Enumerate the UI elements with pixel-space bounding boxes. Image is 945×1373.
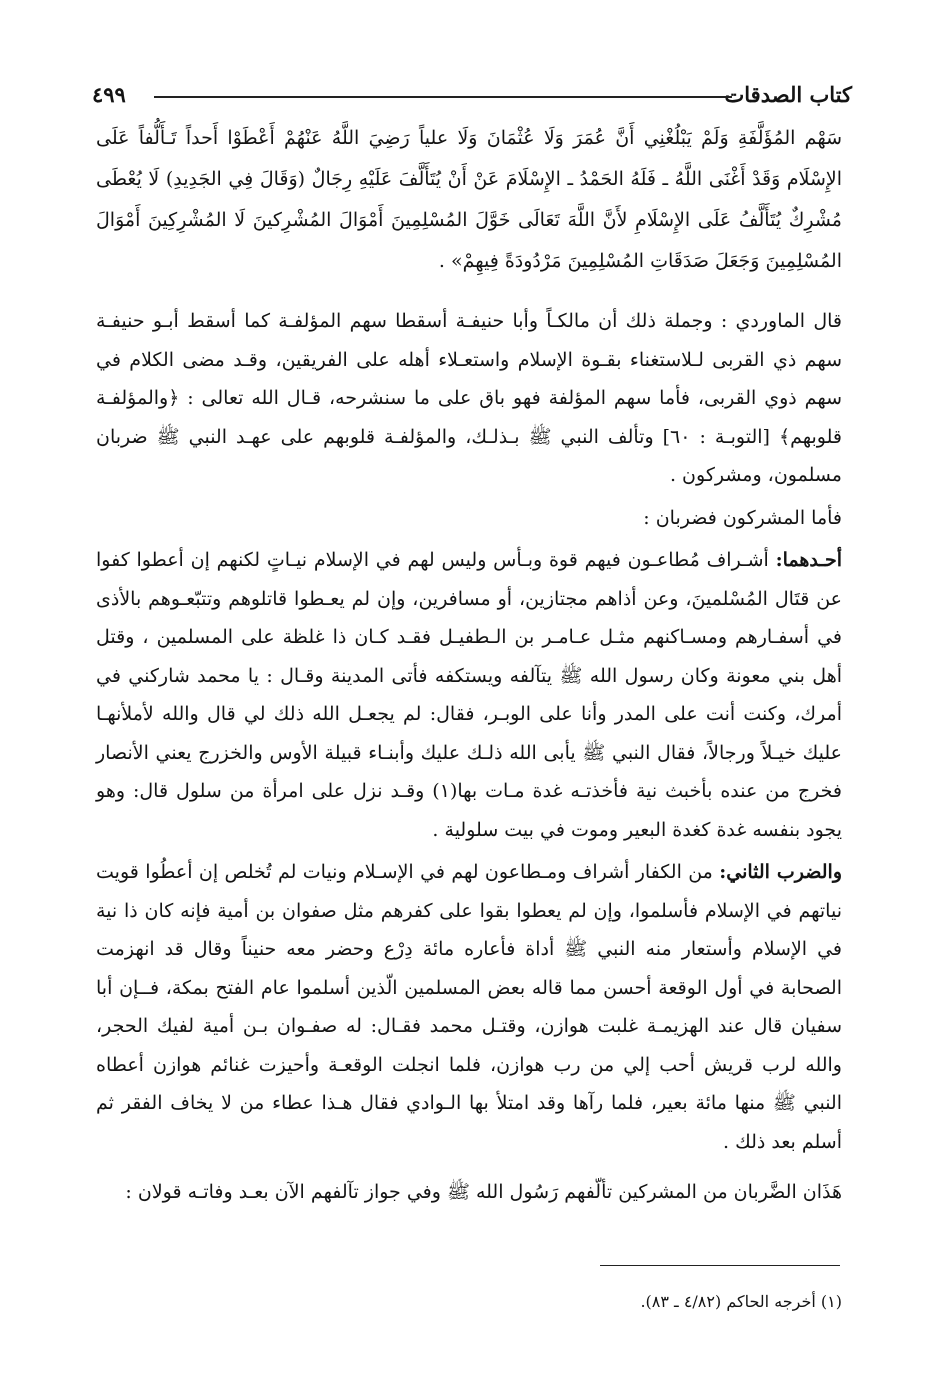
book-title: كتاب الصدقات [724, 82, 852, 107]
first-type-heading: أحـدهما: [775, 549, 842, 571]
second-type-body: من الكفار أشراف ومـطاعون لهم في الإسـلام ونيات لم تُخلص إن أعطُوا قويت نياتهم في الإسلام فأسلموا، وإن لم يعطوا بقوا على كفرهم مثل صفوان بن أمية فإنه كان ذا نية في الإسلام وأستعار منه النبي ﷺ أداة فأعاره مائة دِرْع وحضر معه حنيناً وقال قد انهزمت الصحابة في أول الوقعة أحسن مما قاله بعض المسلمين الّذين أسلموا عام الفتح بمكة، فــإن أبا سفيان قال عند الهزيمـة غلبت هوازن، وقتـل محمد فقـال: له صفـوان بـن أمية لفيك الحجر، والله لرب قريش أحب إلي من رب هوازن، فلما انجلت الوقعـة وأحيزت غنائم هوازن أعطاه النبي ﷺ منها مائة بعير، فلما رآها وقد امتلأ بها الـوادي فقال هـذا عطاء من لا يخاف الفقر ثم أسلم بعد ذلك . [96, 861, 842, 1153]
paragraph-mawardi: قال الماوردي : وجملة ذلك أن مالكـاً وأبا حنيفـة أسقطا سهم المؤلفـة كما أسقط أبـو حنيفـة سهم ذي القربى لـلاستغناء بقـوة الإسلام واستعـلاء أهله على الفريقين، وقـد مضى الكلام في سهم ذوي القربى، فأما سهم المؤلفة فهو باق على ما سنشرحه، قـال الله تعالى : ﴿والمؤلفـة قلوبهم﴾ [التوبـة : ٦٠] وتألف النبي ﷺ بـذلـك، والمؤلفـة قلوبهم على عهـد النبي ﷺ ضربان مسلمون، ومشركون . [96, 310, 843, 486]
paragraph-second-type [96, 853, 842, 1161]
footnote: (١) أخرجه الحاكم (٤/٨٢ ـ ٨٣). [640, 1292, 842, 1311]
paragraph-closing: هَذَان الضَّربان من المشركين تألّفهم رَسُول الله ﷺ وفي جواز تآلفهم الآن بعـد وفاتـه قولان : [125, 1181, 842, 1203]
quoted-passage: سَهْم المُؤَلَّفَةِ وَلَمْ يَبْلُغْنِي أَنَّ عُمَرَ وَلَا عُثْمَانَ وَلَا علياً رَضِيَ اللَّهُ عَنْهُمْ أَعْطَوْا أَحداً تَـأَلُّفاً عَلَى الإِسْلَام وَقَدْ أَغْنَى اللَّهُ ـ فَلَهُ الحَمْدُ ـ الإِسْلَامَ عَنْ أَنْ يُتَأَلَّفَ عَلَيْهِ رِجَالٌ (وَقَالَ فِي الجَدِيدِ) لَا يُعْطَى مُشْرِكٌ يُتَأَلَّفُ عَلَى الإِسْلَامِ لأَنَّ اللَّهَ تَعَالَى خَوَّلَ المُسْلِمِينَ أَمْوَالَ المُشْرِكينَ لَا المُشْرِكِينَ أَمْوَالَ المُسْلِمِينَ وَجَعَلَ صَدَقَاتِ المُسْلِمِينَ مَرْدُودَةً فِيهِمْ» . [96, 127, 842, 272]
header-rule [154, 96, 732, 98]
footnote-rule [600, 1265, 840, 1266]
paragraph-mushrikun: فأما المشركون فضربان : [643, 506, 842, 529]
first-type-body: أشـراف مُطاعـون فيهم قوة وبـأس وليس لهم في الإسلام نيـاتٍ لكنهم إن أعطوا كفوا عن قتَال المُسْلمينَ، وعن أذاهم مجتازين، أو مسافرين، وإن لم يعـطوا قاتلوهم وتتبّعـوهم بالأذى في أسفـارهم ومسـاكنهم مثـل عـامـر بن الـطفيـل فقـد كـان ذا غلظة على المسلمين ، وقتل أهل بني معونة وكان رسول الله ﷺ يتآلفه ويستكفه فأتى المدينة وقـال : يا محمد شاركني في أمرك، وكنت أنت على المدر وأنا على الوبـر، فقال: لم يجعـل الله ذلك لي قال والله لأملأنهـا عليك خيـلاً ورجالاً، فقال النبي ﷺ يأبى الله ذلـك عليك وأبنـاء قبيلة الأوس والخزرج يعني الأنصار فخرج من عنده بأخبث نية فأخذتـه غدة مـات بها(١) وقـد نزل على امرأة من سلول قال: وهو يجود بنفسه غدة كغدة البعير وموت في بيت سلولية . [96, 549, 842, 841]
running-header [92, 80, 852, 112]
second-type-heading: والضرب الثاني: [719, 861, 842, 883]
page-number: ٤٩٩ [92, 82, 126, 107]
paragraph-first-type [96, 541, 842, 849]
main-text [96, 118, 842, 1212]
